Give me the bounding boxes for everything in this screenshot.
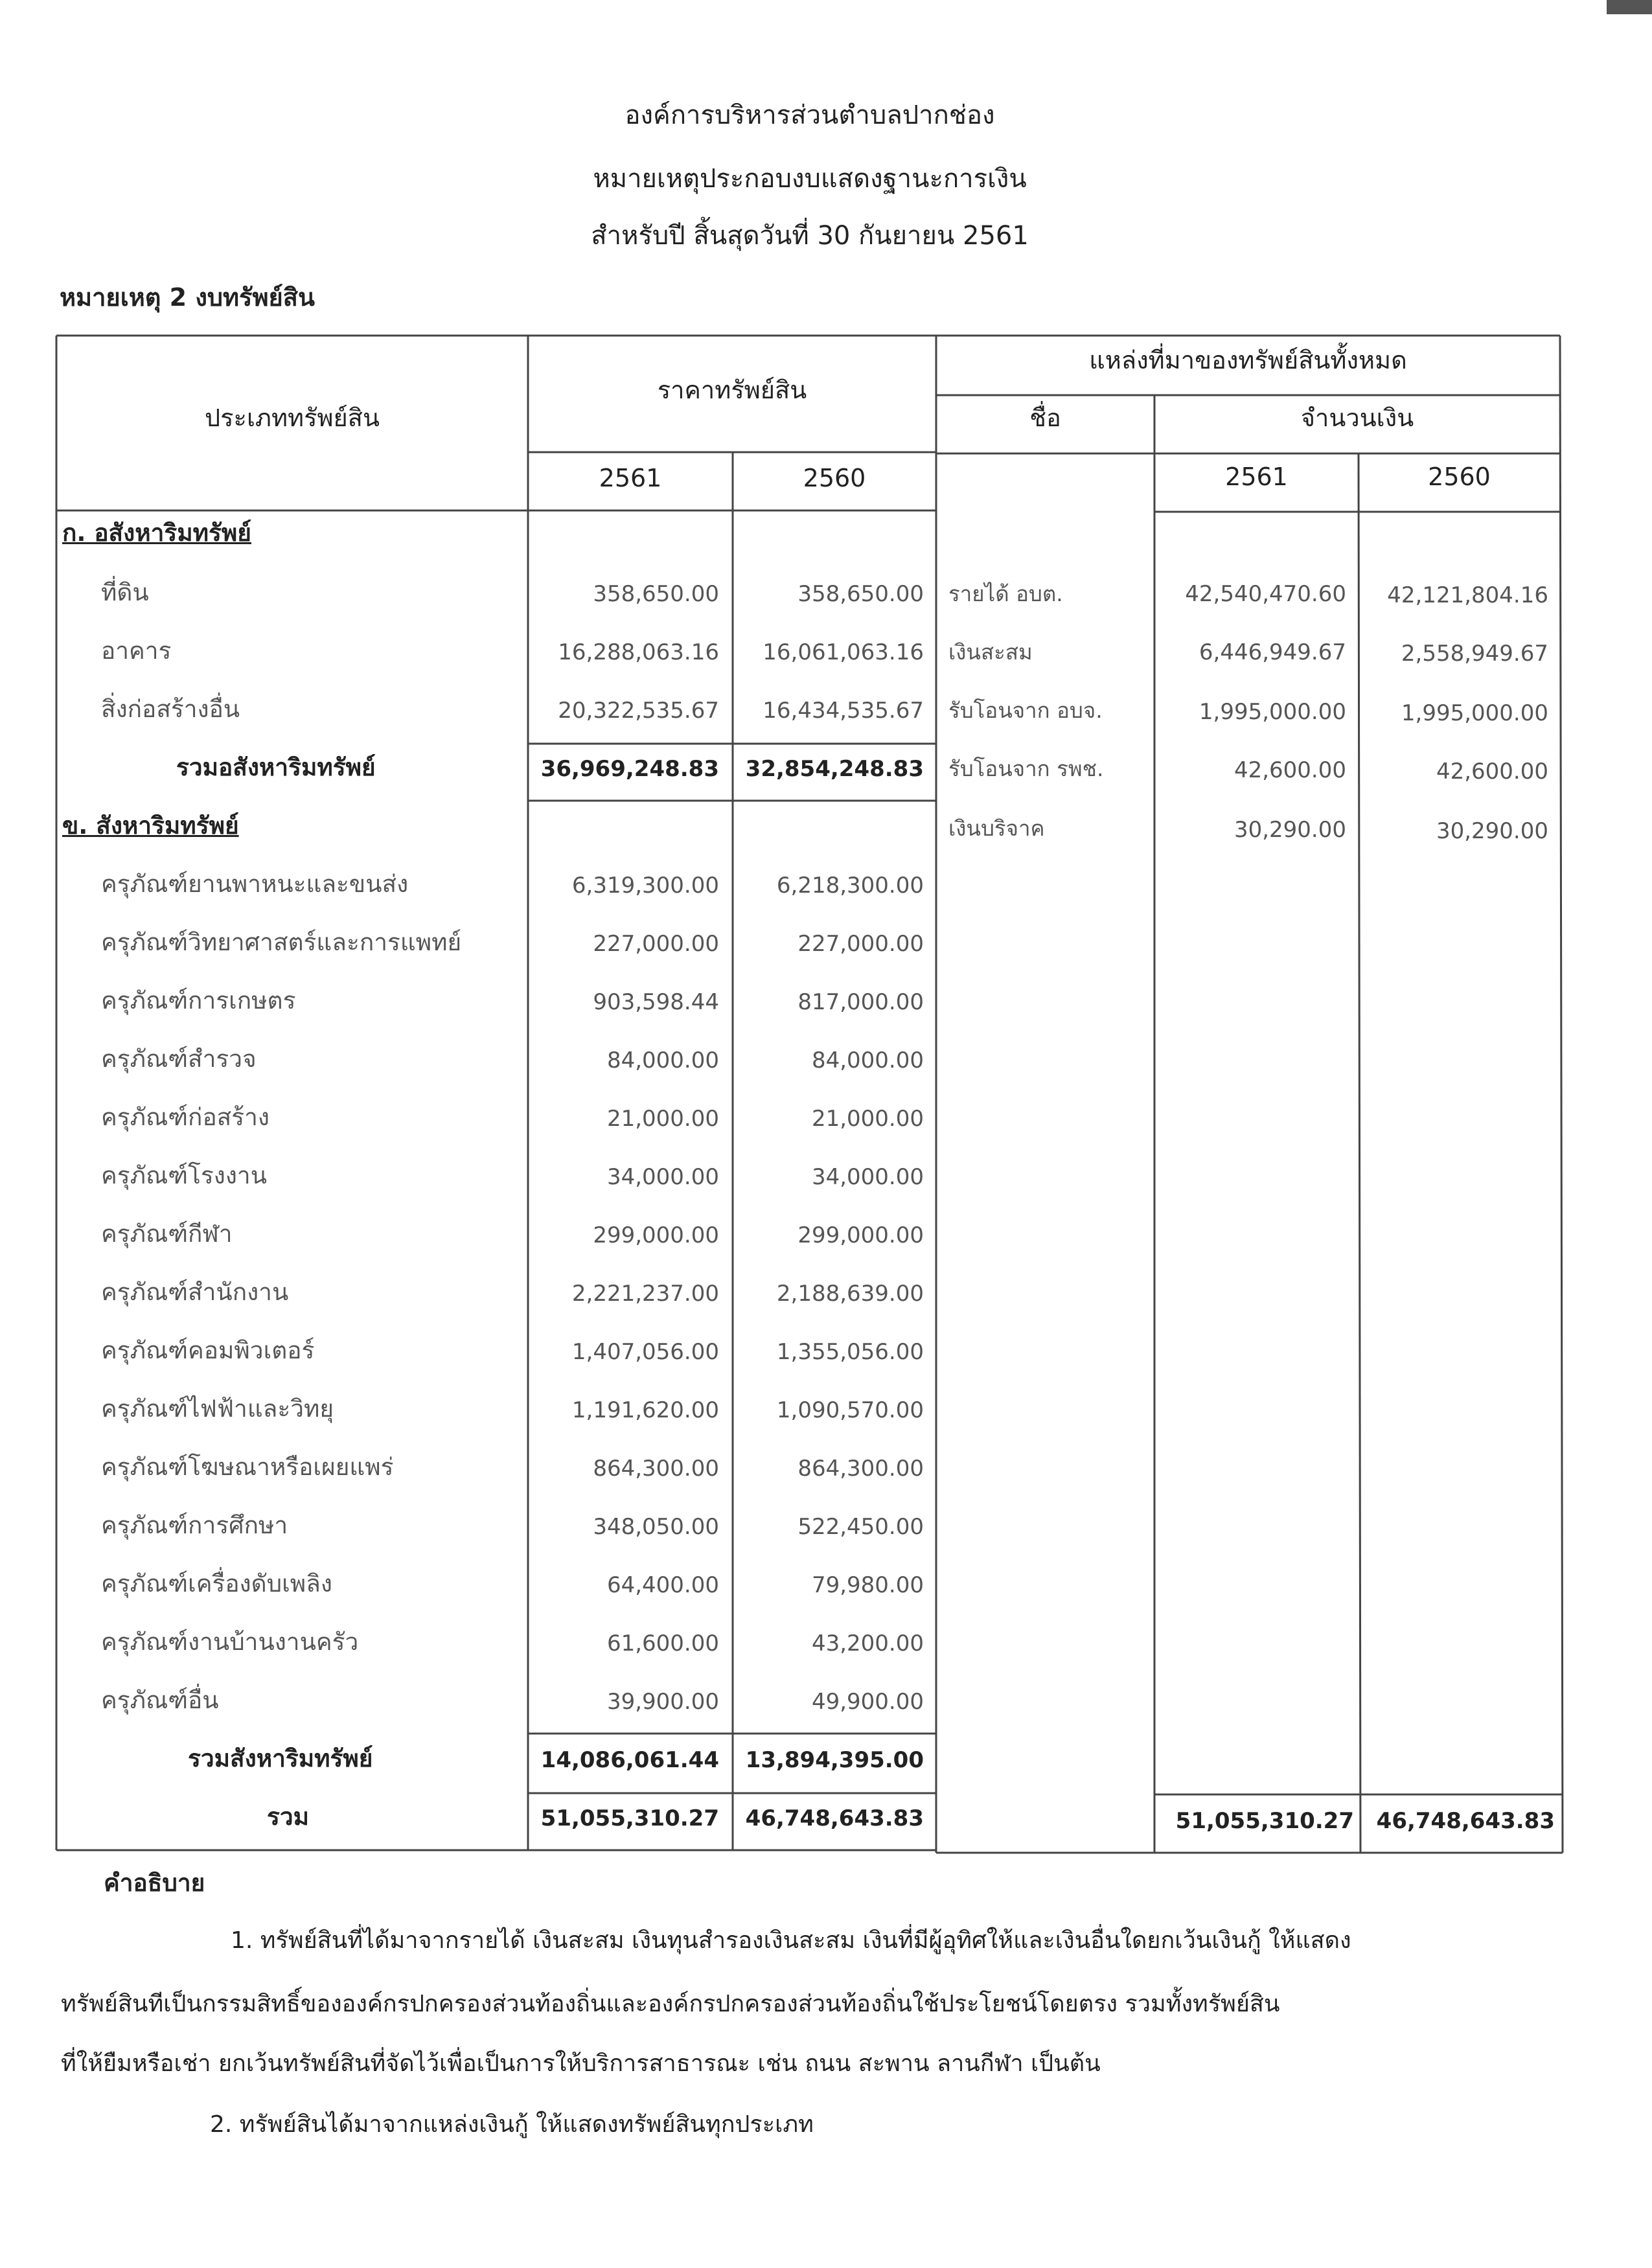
explanation-title: คำอธิบาย bbox=[104, 1869, 205, 1897]
source-name: รับโอนจาก รพช. bbox=[948, 756, 1104, 781]
section-a-heading: ก. อสังหาริมทรัพย์ bbox=[62, 519, 251, 547]
row-value-2560: 6,218,300.00 bbox=[776, 873, 924, 899]
row-value-2561: 64,400.00 bbox=[606, 1572, 719, 1598]
source-total-2560: 46,748,643.83 bbox=[1376, 1808, 1555, 1834]
row-value-2561: 16,288,063.16 bbox=[558, 639, 719, 665]
source-amount-2560: 2,558,949.67 bbox=[1401, 641, 1548, 667]
section-b-total-2561: 14,086,061.44 bbox=[540, 1747, 719, 1773]
source-name: เงินสะสม bbox=[948, 639, 1033, 665]
row-label: ครุภัณฑ์กีฬา bbox=[101, 1220, 233, 1248]
section-b-total-label: รวมสังหาริมทรัพย์ bbox=[188, 1745, 373, 1772]
col-price-2561: 2561 bbox=[599, 464, 662, 492]
row-value-2560: 16,434,535.67 bbox=[763, 698, 924, 724]
row-value-2560: 79,980.00 bbox=[811, 1572, 924, 1598]
source-amount-2560: 30,290.00 bbox=[1436, 818, 1548, 844]
row-value-2560: 358,650.00 bbox=[797, 581, 924, 607]
row-label: ครุภัณฑ์วิทยาศาสตร์และการแพทย์ bbox=[101, 928, 462, 956]
explanation-p1-line2: ทรัพย์สินทีเป็นกรรมสิทธิ์ขององค์กรปกครองส่วนท้องถิ่นและองค์กรปกครองส่วนท้องถิ่นใช้ประโยชน์โดยตรง รวมทั้งทรัพย์สิน bbox=[61, 1991, 1280, 2017]
row-value-2560: 1,090,570.00 bbox=[776, 1397, 924, 1423]
row-value-2560: 299,000.00 bbox=[797, 1222, 924, 1248]
col-asset-type: ประเภททรัพย์สิน bbox=[205, 404, 380, 432]
row-value-2560: 84,000.00 bbox=[811, 1048, 924, 1073]
org-name: องค์การบริหารส่วนตำบลปากช่อง bbox=[625, 100, 995, 130]
row-value-2560: 49,900.00 bbox=[811, 1689, 924, 1715]
row-label: สิ่งก่อสร้างอื่น bbox=[101, 695, 240, 723]
row-label: ครุภัณฑ์โฆษณาหรือเผยแพร่ bbox=[101, 1453, 394, 1481]
note-title: หมายเหตุ 2 งบทรัพย์สิน bbox=[60, 283, 315, 312]
row-value-2561: 864,300.00 bbox=[593, 1456, 719, 1482]
section-a-total-2561: 36,969,248.83 bbox=[540, 756, 719, 782]
col-price-2560: 2560 bbox=[803, 464, 866, 492]
row-label: ครุภัณฑ์อื่น bbox=[101, 1686, 219, 1714]
row-value-2561: 2,221,237.00 bbox=[571, 1281, 719, 1307]
row-value-2561: 227,000.00 bbox=[593, 931, 719, 957]
section-a-total-2560: 32,854,248.83 bbox=[745, 756, 924, 782]
grand-total-label: รวม bbox=[267, 1803, 310, 1831]
section-b-total-2560: 13,894,395.00 bbox=[745, 1747, 924, 1773]
row-label: ที่ดิน bbox=[101, 578, 149, 606]
source-name: รับโอนจาก อบจ. bbox=[948, 698, 1103, 723]
row-value-2561: 39,900.00 bbox=[606, 1689, 719, 1715]
row-value-2560: 864,300.00 bbox=[797, 1456, 924, 1482]
col-source-name: ชื่อ bbox=[1029, 404, 1061, 432]
source-name: เงินบริจาค bbox=[948, 816, 1045, 841]
row-label: ครุภัณฑ์การเกษตร bbox=[101, 987, 296, 1014]
row-value-2561: 358,650.00 bbox=[593, 581, 719, 607]
row-value-2561: 6,319,300.00 bbox=[571, 873, 719, 899]
source-amount-2561: 42,600.00 bbox=[1233, 757, 1346, 783]
row-label: ครุภัณฑ์เครื่องดับเพลิง bbox=[101, 1570, 332, 1598]
row-value-2560: 16,061,063.16 bbox=[763, 639, 924, 665]
row-value-2560: 34,000.00 bbox=[811, 1164, 924, 1190]
row-label: อาคาร bbox=[101, 637, 172, 665]
row-label: ครุภัณฑ์โรงงาน bbox=[101, 1162, 268, 1189]
report-period: สำหรับปี สิ้นสุดวันที่ 30 กันยายน 2561 bbox=[591, 221, 1029, 251]
section-a-total-label: รวมอสังหาริมทรัพย์ bbox=[176, 753, 376, 781]
row-value-2560: 43,200.00 bbox=[811, 1631, 924, 1656]
source-name: รายได้ อบต. bbox=[948, 581, 1063, 606]
col-source-amount: จำนวนเงิน bbox=[1300, 404, 1414, 432]
row-value-2561: 61,600.00 bbox=[606, 1631, 719, 1656]
row-value-2560: 2,188,639.00 bbox=[776, 1281, 924, 1307]
row-value-2561: 1,407,056.00 bbox=[571, 1339, 719, 1365]
source-amount-2560: 1,995,000.00 bbox=[1401, 700, 1548, 726]
source-amount-2560: 42,600.00 bbox=[1436, 759, 1548, 785]
row-value-2560: 227,000.00 bbox=[797, 931, 924, 957]
row-value-2560: 522,450.00 bbox=[797, 1514, 924, 1540]
row-value-2561: 299,000.00 bbox=[593, 1222, 719, 1248]
source-amount-2561: 6,446,949.67 bbox=[1199, 639, 1346, 665]
source-total-2561: 51,055,310.27 bbox=[1175, 1808, 1354, 1834]
col-asset-price: ราคาทรัพย์สิน bbox=[657, 376, 807, 404]
source-amount-2561: 1,995,000.00 bbox=[1199, 699, 1346, 725]
source-amount-2560: 42,121,804.16 bbox=[1387, 582, 1548, 608]
grand-total-2560: 46,748,643.83 bbox=[745, 1805, 924, 1831]
row-label: ครุภัณฑ์งานบ้านงานครัว bbox=[101, 1628, 359, 1656]
row-value-2561: 20,322,535.67 bbox=[558, 698, 719, 724]
explanation-p1-line1: 1. ทรัพย์สินที่ได้มาจากรายได้ เงินสะสม เงินทุนสำรองเงินสะสม เงินที่มีผู้อุทิศให้และเงินอื่นใดยกเว้นเงินกู้ ให้แสดง bbox=[231, 1927, 1351, 1954]
row-value-2561: 903,598.44 bbox=[593, 989, 719, 1015]
row-value-2560: 817,000.00 bbox=[797, 989, 924, 1015]
row-value-2561: 34,000.00 bbox=[606, 1164, 719, 1190]
col-amount-2560: 2560 bbox=[1428, 463, 1491, 491]
col-sources: แหล่งที่มาของทรัพย์สินทั้งหมด bbox=[1089, 346, 1407, 374]
row-label: ครุภัณฑ์คอมพิวเตอร์ bbox=[101, 1336, 315, 1364]
source-amount-2561: 30,290.00 bbox=[1233, 817, 1346, 843]
explanation-p1-line3: ที่ให้ยืมหรือเช่า ยกเว้นทรัพย์สินที่จัดไว้เพื่อเป็นการให้บริการสาธารณะ เช่น ถนน สะพาน ลานกีฬา เป็นต้น bbox=[61, 2050, 1101, 2077]
row-value-2561: 1,191,620.00 bbox=[571, 1397, 719, 1423]
explanation-p2: 2. ทรัพย์สินได้มาจากแหล่งเงินกู้ ให้แสดงทรัพย์สินทุกประเภท bbox=[210, 2111, 814, 2138]
grand-total-2561: 51,055,310.27 bbox=[540, 1805, 719, 1831]
row-value-2560: 21,000.00 bbox=[811, 1106, 924, 1132]
row-label: ครุภัณฑ์ยานพาหนะและขนส่ง bbox=[101, 870, 409, 898]
row-label: ครุภัณฑ์การศึกษา bbox=[101, 1511, 288, 1539]
row-label: ครุภัณฑ์สำรวจ bbox=[101, 1045, 257, 1073]
section-b-heading: ข. สังหาริมทรัพย์ bbox=[62, 812, 239, 840]
row-value-2561: 348,050.00 bbox=[593, 1514, 719, 1540]
row-label: ครุภัณฑ์ก่อสร้าง bbox=[101, 1103, 270, 1131]
row-value-2561: 84,000.00 bbox=[606, 1048, 719, 1073]
row-label: ครุภัณฑ์สำนักงาน bbox=[101, 1278, 289, 1306]
report-title: หมายเหตุประกอบงบแสดงฐานะการเงิน bbox=[593, 164, 1027, 194]
row-value-2561: 21,000.00 bbox=[606, 1106, 719, 1132]
row-value-2560: 1,355,056.00 bbox=[776, 1339, 924, 1365]
row-label: ครุภัณฑ์ไฟฟ้าและวิทยุ bbox=[101, 1395, 334, 1423]
source-amount-2561: 42,540,470.60 bbox=[1185, 581, 1346, 607]
col-amount-2561: 2561 bbox=[1225, 463, 1288, 491]
